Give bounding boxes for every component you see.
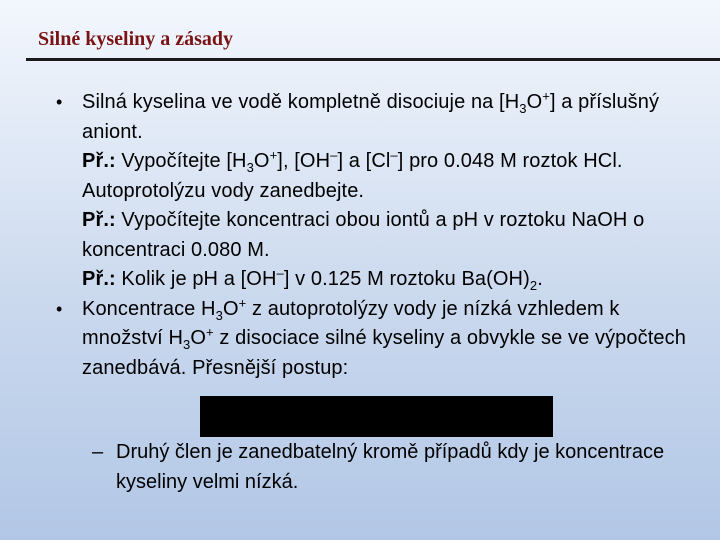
slide-content: [56, 88, 696, 383]
title-divider: [26, 58, 720, 61]
bullet-autoprotolysis: • Koncentrace $H_3O^+$ z autoprotolýzy vody je nízká vzhledem k množství $H_3O^+$ z disociace silné kyseliny a obvykle se ve výpočtech zanedbává. Přesnější postup:: [56, 295, 696, 384]
slide-title: Silné kyseliny a zásady: [38, 28, 234, 50]
dash-item-negligible-term: – Druhý člen je zanedbatelný kromě případů kdy je koncentrace kyseliny velmi nízká.: [92, 438, 716, 497]
example-hcl: Př.: Vypočítejte $[H_3O^+]$, [OH–] a [Cl–] pro 0.048 M roztok HCl. Autoprotolýzu vody zanedbejte.: [82, 147, 623, 202]
example-naoh: Př.: Vypočítejte koncentraci obou iontů a pH v roztoku NaOH o koncentraci 0.080 M.: [82, 209, 645, 261]
example-baoh2: Př.: Kolik je pH a [OH–] v 0.125 M roztoku $Ba(OH)_2$.: [82, 265, 543, 293]
formula-image-placeholder: [200, 396, 553, 437]
bullet-strong-acid: • Silná kyselina ve vodě kompletně disociuje na $[H_3O^+]$ a příslušný aniont.: [56, 88, 696, 147]
